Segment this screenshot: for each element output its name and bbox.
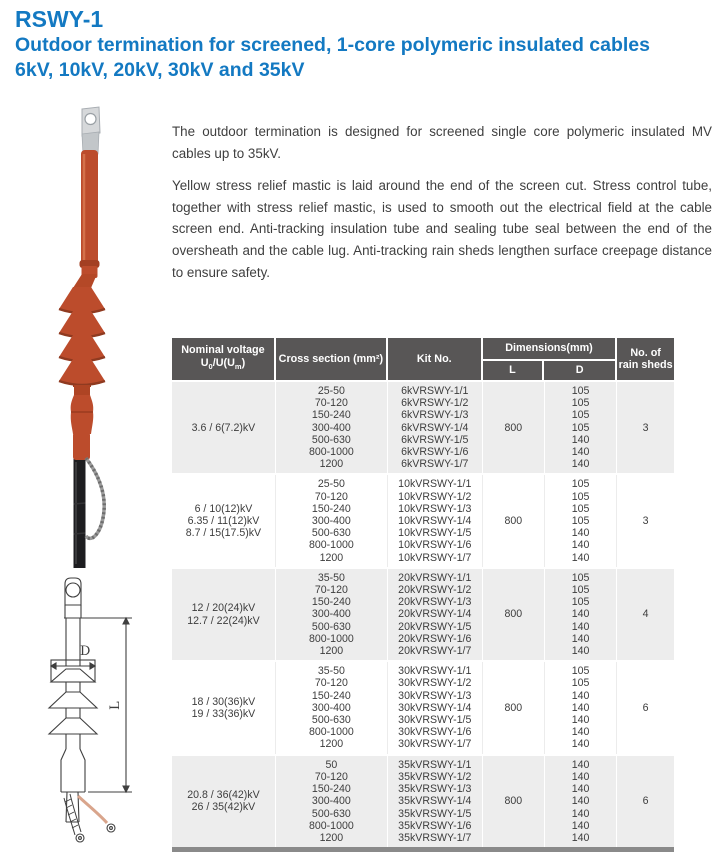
cross-section-col: 35-50 70-120 150-240 300-400 500-630 800-1000 1200 <box>276 662 388 753</box>
rain-sheds-cell: 6 <box>642 795 649 808</box>
voltage-cell: 6 / 10(12)kV 6.35 / 11(12)kV 8.7 / 15(17.5)kV <box>172 475 276 566</box>
col-header-d: D <box>544 361 615 380</box>
table-group-1 <box>172 380 674 473</box>
table-group-5 <box>172 754 674 847</box>
rain-sheds-cell: 3 <box>642 515 649 528</box>
termination-photo <box>26 106 141 568</box>
dimension-l-cell: 800 <box>483 569 545 660</box>
dimension-d-col: 105 105 140 140 140 140 140 <box>545 662 617 753</box>
dimension-l-cell: 800 <box>483 662 545 753</box>
page-title: RSWY-1 <box>15 6 104 32</box>
page-subtitle-line1: Outdoor termination for screened, 1-core polymeric insulated cables <box>15 34 650 56</box>
table-header <box>172 338 674 380</box>
anti-tracking-tube <box>73 150 100 288</box>
dimension-d-col: 105 105 105 105 140 140 140 <box>545 382 617 473</box>
cable-lug <box>82 107 100 154</box>
col-header-rain-sheds: No. of rain sheds <box>617 338 674 380</box>
kit-no-col: 35kVRSWY-1/1 35kVRSWY-1/2 35kVRSWY-1/3 35kVRSWY-1/4 35kVRSWY-1/5 35kVRSWY-1/6 35kVRSWY-1/7 <box>388 756 483 847</box>
cross-section-col: 50 70-120 150-240 300-400 500-630 800-1000 1200 <box>276 756 388 847</box>
diagram-l-label: L <box>108 701 123 710</box>
diagram-d-label: D <box>80 644 91 659</box>
dimension-d-col: 105 105 105 105 140 140 140 <box>545 475 617 566</box>
selection-table <box>172 338 674 852</box>
voltage-cell: 18 / 30(36)kV 19 / 33(36)kV <box>172 662 276 753</box>
dimension-d-col: 105 105 105 140 140 140 140 <box>545 569 617 660</box>
voltage-cell: 20.8 / 36(42)kV 26 / 35(42)kV <box>172 756 276 847</box>
page-subtitle-line2: 6kV, 10kV, 20kV, 30kV and 35kV <box>15 58 305 81</box>
dimensions-title: Dimensions(mm) <box>483 338 616 361</box>
table-group-2 <box>172 473 674 566</box>
intro-text <box>172 121 712 294</box>
intro-paragraph-2: Yellow stress relief mastic is laid around the end of the screen cut. Stress control tube, together with stress relief mastic, is used to smooth out the electrical field at the cable screen end. Anti-tracking insulation tube and sealing tube seal between the end of the oversheath and the cable lug. Anti-tracking rain sheds lengthen surface creepage distance to ensure safety. <box>172 178 712 280</box>
cross-section-col: 35-50 70-120 150-240 300-400 500-630 800-1000 1200 <box>276 569 388 660</box>
dimension-l-cell: 800 <box>483 756 545 847</box>
table-group-3 <box>172 567 674 660</box>
kit-no-col: 6kVRSWY-1/1 6kVRSWY-1/2 6kVRSWY-1/3 6kVRSWY-1/4 6kVRSWY-1/5 6kVRSWY-1/6 6kVRSWY-1/7 <box>388 382 483 473</box>
col-header-nominal-voltage: Nominal voltage $U_0/U(U_m)$ <box>172 338 276 380</box>
cross-section-col: 25-50 70-120 150-240 300-400 500-630 800-1000 1200 <box>276 475 388 566</box>
col-header-dimensions <box>483 338 618 380</box>
rain-sheds-cell: 6 <box>642 701 649 714</box>
kit-no-col: 30kVRSWY-1/1 30kVRSWY-1/2 30kVRSWY-1/3 30kVRSWY-1/4 30kVRSWY-1/5 30kVRSWY-1/6 30kVRSWY-1/7 <box>388 662 483 753</box>
rain-sheds-cell: 4 <box>642 608 649 621</box>
kit-no-col: 20kVRSWY-1/1 20kVRSWY-1/2 20kVRSWY-1/3 20kVRSWY-1/4 20kVRSWY-1/5 20kVRSWY-1/6 20kVRSWY-1/7 <box>388 569 483 660</box>
table-group-4 <box>172 660 674 753</box>
voltage-cell: 12 / 20(24)kV 12.7 / 22(24)kV <box>172 569 276 660</box>
table-body <box>172 380 674 847</box>
voltage-cell: 3.6 / 6(7.2)kV <box>172 382 276 473</box>
col-header-l: L <box>483 361 544 380</box>
dimension-l-cell: 800 <box>483 475 545 566</box>
col-header-kit-no: Kit No. <box>388 338 483 380</box>
intro-paragraph-1: The outdoor termination is designed for screened single core polymeric insulated MV cables up to 35kV. <box>172 124 712 161</box>
title-block <box>15 5 715 82</box>
dimension-d-col: 140 140 140 140 140 140 140 <box>545 756 617 847</box>
rain-sheds <box>59 287 105 387</box>
kit-no-col: 10kVRSWY-1/1 10kVRSWY-1/2 10kVRSWY-1/3 10kVRSWY-1/4 10kVRSWY-1/5 10kVRSWY-1/6 10kVRSWY-1/7 <box>388 475 483 566</box>
col-header-cross-section: Cross section (mm²) <box>276 338 388 380</box>
dimension-l-cell: 800 <box>483 382 545 473</box>
cable-end <box>73 432 104 568</box>
cross-section-col: 25-50 70-120 150-240 300-400 500-630 800-1000 1200 <box>276 382 388 473</box>
rain-sheds-cell: 3 <box>642 421 649 434</box>
sealing-section <box>71 385 94 434</box>
termination-diagram <box>20 574 170 850</box>
